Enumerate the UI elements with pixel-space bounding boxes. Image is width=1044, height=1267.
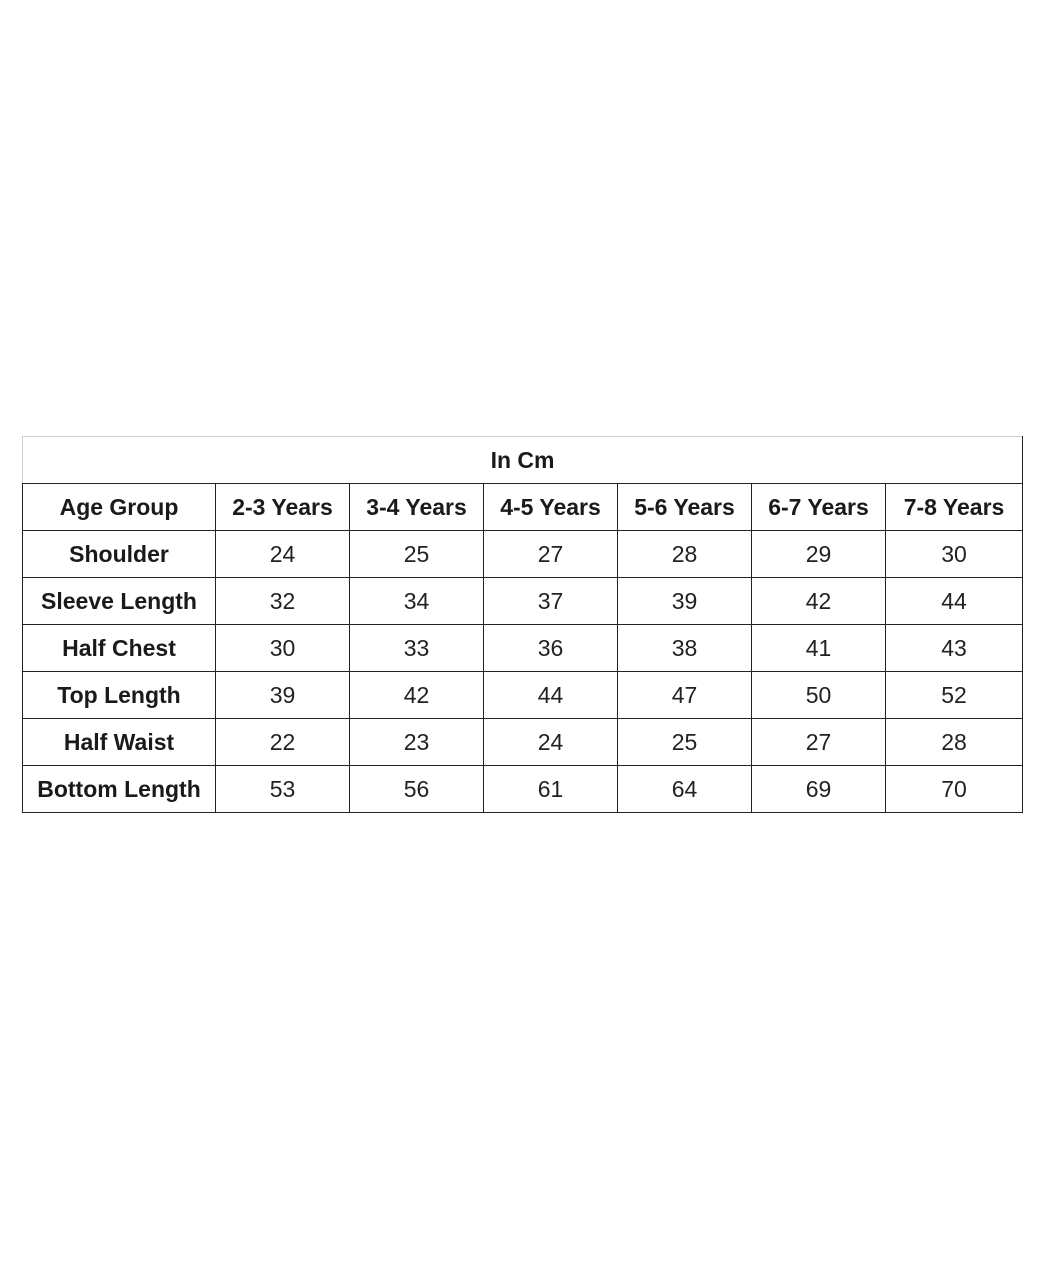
table-cell: 56 (350, 766, 484, 813)
table-row (23, 531, 1023, 578)
table-cell: 30 (886, 531, 1023, 578)
table-cell: 69 (752, 766, 886, 813)
unit-label: In Cm (23, 437, 1023, 484)
row-label: Sleeve Length (23, 578, 216, 625)
table-cell: 23 (350, 719, 484, 766)
column-header: 7-8 Years (886, 484, 1023, 531)
row-label: Bottom Length (23, 766, 216, 813)
table-cell: 24 (216, 531, 350, 578)
row-label: Top Length (23, 672, 216, 719)
header-row (23, 484, 1023, 531)
table-cell: 34 (350, 578, 484, 625)
table-row (23, 766, 1023, 813)
table-cell: 30 (216, 625, 350, 672)
table-cell: 41 (752, 625, 886, 672)
table-cell: 42 (350, 672, 484, 719)
table-row (23, 672, 1023, 719)
table-cell: 43 (886, 625, 1023, 672)
table-cell: 44 (484, 672, 618, 719)
table-cell: 29 (752, 531, 886, 578)
table-cell: 53 (216, 766, 350, 813)
table-cell: 61 (484, 766, 618, 813)
table-cell: 32 (216, 578, 350, 625)
table-row (23, 578, 1023, 625)
table-cell: 36 (484, 625, 618, 672)
column-header: 5-6 Years (618, 484, 752, 531)
row-label: Half Waist (23, 719, 216, 766)
table-cell: 70 (886, 766, 1023, 813)
table-row (23, 625, 1023, 672)
column-header: 3-4 Years (350, 484, 484, 531)
table-cell: 38 (618, 625, 752, 672)
table-cell: 50 (752, 672, 886, 719)
table-cell: 28 (886, 719, 1023, 766)
table-cell: 39 (618, 578, 752, 625)
table-cell: 37 (484, 578, 618, 625)
table-cell: 44 (886, 578, 1023, 625)
table-cell: 64 (618, 766, 752, 813)
table-cell: 25 (618, 719, 752, 766)
table-cell: 33 (350, 625, 484, 672)
table-row (23, 719, 1023, 766)
column-header: 2-3 Years (216, 484, 350, 531)
row-label: Shoulder (23, 531, 216, 578)
table-cell: 47 (618, 672, 752, 719)
age-group-header: Age Group (23, 484, 216, 531)
table-cell: 25 (350, 531, 484, 578)
table-cell: 27 (484, 531, 618, 578)
row-label: Half Chest (23, 625, 216, 672)
table-cell: 39 (216, 672, 350, 719)
column-header: 6-7 Years (752, 484, 886, 531)
size-chart-table (22, 436, 1023, 813)
table-cell: 27 (752, 719, 886, 766)
table-cell: 28 (618, 531, 752, 578)
table-cell: 52 (886, 672, 1023, 719)
table-cell: 24 (484, 719, 618, 766)
unit-row (23, 437, 1023, 484)
table-cell: 22 (216, 719, 350, 766)
column-header: 4-5 Years (484, 484, 618, 531)
table-cell: 42 (752, 578, 886, 625)
